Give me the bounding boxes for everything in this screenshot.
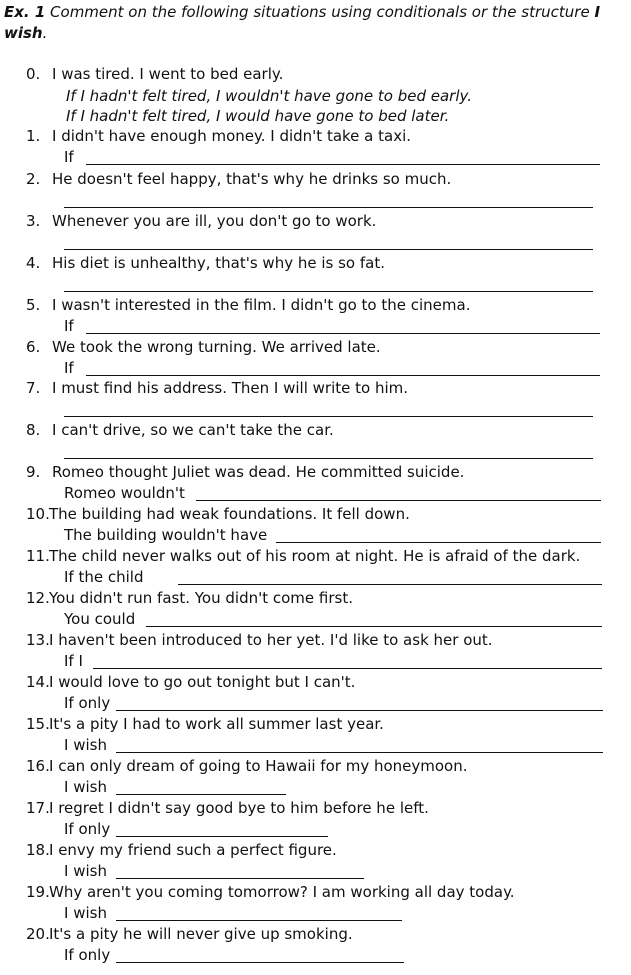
item-prompt: If I xyxy=(64,652,83,670)
answer-blank[interactable] xyxy=(116,836,328,837)
example-answer-1: If I hadn't felt tired, I wouldn't have gone to bed early. xyxy=(66,87,472,105)
answer-blank[interactable] xyxy=(86,375,600,376)
answer-blank[interactable] xyxy=(93,668,602,669)
answer-blank[interactable] xyxy=(196,500,601,501)
item-sentence: Romeo thought Juliet was dead. He committed suicide. xyxy=(52,463,465,481)
item-prompt: If only xyxy=(64,946,111,964)
item-sentence: I would love to go out tonight but I can't. xyxy=(49,673,356,691)
item-number: 20. xyxy=(26,925,50,943)
item-prompt: Romeo wouldn't xyxy=(64,484,185,502)
item-prompt: If xyxy=(64,317,74,335)
answer-blank[interactable] xyxy=(116,710,603,711)
item-number: 4. xyxy=(26,254,41,272)
item-prompt: You could xyxy=(64,610,136,628)
item-sentence: I wasn't interested in the film. I didn't go to the cinema. xyxy=(52,296,471,314)
answer-blank[interactable] xyxy=(64,291,593,292)
answer-blank[interactable] xyxy=(64,207,593,208)
answer-blank[interactable] xyxy=(86,164,600,165)
item-prompt: I wish xyxy=(64,778,107,796)
item-sentence: It's a pity I had to work all summer last year. xyxy=(49,715,384,733)
answer-blank[interactable] xyxy=(146,626,602,627)
example-answer-2: If I hadn't felt tired, I would have gone to bed later. xyxy=(66,107,450,125)
instruction-emphasis: I wish xyxy=(4,3,601,42)
item-number: 12. xyxy=(26,589,50,607)
item-sentence: Why aren't you coming tomorrow? I am working all day today. xyxy=(49,883,515,901)
item-prompt: If only xyxy=(64,820,111,838)
item-sentence: We took the wrong turning. We arrived late. xyxy=(52,338,381,356)
item-number: 2. xyxy=(26,170,41,188)
item-number: 1. xyxy=(26,127,41,145)
answer-blank[interactable] xyxy=(276,542,601,543)
item-sentence: I can only dream of going to Hawaii for my honeymoon. xyxy=(49,757,468,775)
item-sentence: I can't drive, so we can't take the car. xyxy=(52,421,334,439)
answer-blank[interactable] xyxy=(116,878,364,879)
item-prompt: I wish xyxy=(64,904,107,922)
item-sentence: I envy my friend such a perfect figure. xyxy=(49,841,337,859)
item-number: 6. xyxy=(26,338,41,356)
answer-blank[interactable] xyxy=(116,962,404,963)
item-number: 19. xyxy=(26,883,50,901)
answer-blank[interactable] xyxy=(116,920,402,921)
item-prompt: The building wouldn't have xyxy=(64,526,268,544)
item-sentence: It's a pity he will never give up smoking. xyxy=(49,925,353,943)
answer-blank[interactable] xyxy=(64,416,593,417)
item-sentence: You didn't run fast. You didn't come first. xyxy=(49,589,353,607)
item-prompt: I wish xyxy=(64,736,107,754)
item-prompt: I wish xyxy=(64,862,107,880)
item-number: 13. xyxy=(26,631,50,649)
instruction-text: Comment on the following situations using conditionals or the structure xyxy=(45,3,595,21)
item-prompt: If xyxy=(64,148,74,166)
item-sentence: He doesn't feel happy, that's why he drinks so much. xyxy=(52,170,452,188)
item-number: 18. xyxy=(26,841,50,859)
item-number: 15. xyxy=(26,715,50,733)
item-sentence: His diet is unhealthy, that's why he is so fat. xyxy=(52,254,385,272)
item-sentence: I haven't been introduced to her yet. I'd like to ask her out. xyxy=(49,631,493,649)
item-number: 10. xyxy=(26,505,50,523)
item-number: 7. xyxy=(26,379,41,397)
exercise-label: Ex. 1 xyxy=(4,3,46,21)
answer-blank[interactable] xyxy=(116,752,603,753)
item-sentence: I regret I didn't say good bye to him before he left. xyxy=(49,799,429,817)
item-prompt: If the child xyxy=(64,568,144,586)
item-number: 11. xyxy=(26,547,50,565)
item-number: 17. xyxy=(26,799,50,817)
answer-blank[interactable] xyxy=(64,249,593,250)
exercise-instruction xyxy=(4,2,619,44)
item-number: 3. xyxy=(26,212,41,230)
example-number: 0. xyxy=(26,65,41,83)
item-number: 9. xyxy=(26,463,41,481)
item-sentence: I must find his address. Then I will write to him. xyxy=(52,379,409,397)
example-sentence: I was tired. I went to bed early. xyxy=(52,65,284,83)
item-sentence: The child never walks out of his room at night. He is afraid of the dark. xyxy=(49,547,581,565)
item-sentence: Whenever you are ill, you don't go to work. xyxy=(52,212,377,230)
item-prompt: If only xyxy=(64,694,111,712)
item-sentence: I didn't have enough money. I didn't take a taxi. xyxy=(52,127,412,145)
answer-blank[interactable] xyxy=(178,584,602,585)
item-number: 8. xyxy=(26,421,41,439)
item-number: 14. xyxy=(26,673,50,691)
instruction-end: . xyxy=(42,24,48,42)
item-sentence: The building had weak foundations. It fell down. xyxy=(49,505,410,523)
item-prompt: If xyxy=(64,359,74,377)
item-number: 16. xyxy=(26,757,50,775)
answer-blank[interactable] xyxy=(86,333,600,334)
answer-blank[interactable] xyxy=(116,794,286,795)
answer-blank[interactable] xyxy=(64,458,593,459)
item-number: 5. xyxy=(26,296,41,314)
